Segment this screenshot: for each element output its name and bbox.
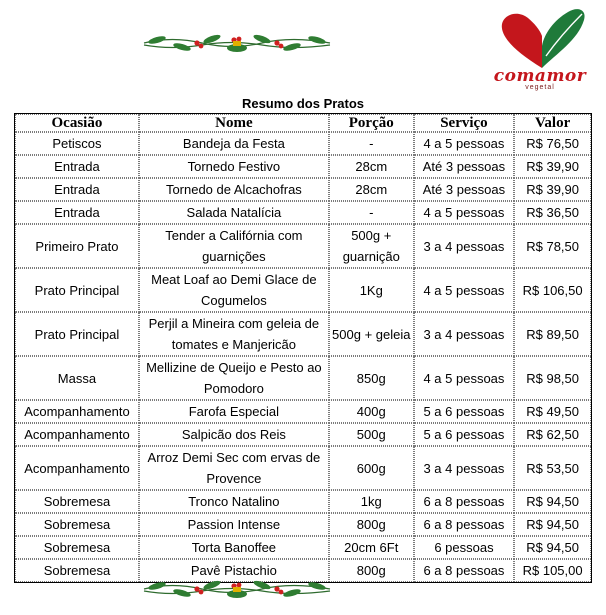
cell-valor: R$ 89,50 xyxy=(514,312,591,356)
table-title: Resumo dos Pratos xyxy=(241,96,365,111)
cell-porcao: 20cm 6Ft xyxy=(329,536,414,559)
cell-porcao: 1Kg xyxy=(329,268,414,312)
cell-nome: Pavê Pistachio xyxy=(139,559,329,582)
cell-nome: Tornedo de Alcachofras xyxy=(139,178,329,201)
cell-porcao: 850g xyxy=(329,356,414,400)
cell-valor: R$ 78,50 xyxy=(514,224,591,268)
cell-servico: 6 a 8 pessoas xyxy=(414,559,515,582)
cell-ocasiao: Entrada xyxy=(15,155,139,178)
header-valor: Valor xyxy=(514,114,591,132)
cell-valor: R$ 98,50 xyxy=(514,356,591,400)
cell-porcao: 500g xyxy=(329,423,414,446)
cell-valor: R$ 94,50 xyxy=(514,536,591,559)
cell-servico: 5 a 6 pessoas xyxy=(414,400,515,423)
cell-porcao: 500g + geleia xyxy=(329,312,414,356)
cell-porcao: 600g xyxy=(329,446,414,490)
cell-valor: R$ 53,50 xyxy=(514,446,591,490)
cell-porcao: 28cm xyxy=(329,178,414,201)
header-servico: Serviço xyxy=(414,114,515,132)
table-header-row xyxy=(15,114,591,132)
table-row xyxy=(15,536,591,559)
cell-ocasiao: Sobremesa xyxy=(15,559,139,582)
cell-valor: R$ 76,50 xyxy=(514,132,591,155)
cell-valor: R$ 39,90 xyxy=(514,155,591,178)
cell-ocasiao: Sobremesa xyxy=(15,490,139,513)
cell-valor: R$ 105,00 xyxy=(514,559,591,582)
cell-valor: R$ 106,50 xyxy=(514,268,591,312)
cell-ocasiao: Entrada xyxy=(15,178,139,201)
cell-nome: Farofa Especial xyxy=(139,400,329,423)
table-row xyxy=(15,224,591,268)
table-row xyxy=(15,155,591,178)
cell-servico: 3 a 4 pessoas xyxy=(414,312,515,356)
cell-nome: Meat Loaf ao Demi Glace de Cogumelos xyxy=(139,268,329,312)
table-row xyxy=(15,400,591,423)
table-row xyxy=(15,446,591,490)
table-row xyxy=(15,132,591,155)
cell-ocasiao: Primeiro Prato xyxy=(15,224,139,268)
dishes-table xyxy=(14,113,592,583)
header-ocasiao: Ocasião xyxy=(15,114,139,132)
cell-ocasiao: Acompanhamento xyxy=(15,423,139,446)
cell-ocasiao: Massa xyxy=(15,356,139,400)
cell-servico: 5 a 6 pessoas xyxy=(414,423,515,446)
header-nome: Nome xyxy=(139,114,329,132)
table-row xyxy=(15,356,591,400)
cell-servico: 6 pessoas xyxy=(414,536,515,559)
brand-name: comamor xyxy=(493,66,587,86)
cell-nome: Bandeja da Festa xyxy=(139,132,329,155)
table-row xyxy=(15,490,591,513)
holly-garland-top xyxy=(142,28,332,58)
table-row xyxy=(15,312,591,356)
cell-ocasiao: Petiscos xyxy=(15,132,139,155)
cell-valor: R$ 62,50 xyxy=(514,423,591,446)
cell-ocasiao: Sobremesa xyxy=(15,536,139,559)
cell-porcao: 500g + guarnição xyxy=(329,224,414,268)
brand-tagline: vegetal xyxy=(525,84,555,91)
cell-ocasiao: Acompanhamento xyxy=(15,400,139,423)
cell-valor: R$ 94,50 xyxy=(514,490,591,513)
cell-nome: Tronco Natalino xyxy=(139,490,329,513)
cell-nome: Salpicão dos Reis xyxy=(139,423,329,446)
table-row xyxy=(15,178,591,201)
cell-porcao: 800g xyxy=(329,513,414,536)
cell-valor: R$ 94,50 xyxy=(514,513,591,536)
table-row xyxy=(15,268,591,312)
cell-valor: R$ 49,50 xyxy=(514,400,591,423)
cell-servico: 6 a 8 pessoas xyxy=(414,513,515,536)
cell-servico: 6 a 8 pessoas xyxy=(414,490,515,513)
cell-nome: Perjil a Mineira com geleia de tomates e Manjericão xyxy=(139,312,329,356)
cell-nome: Tender a Califórnia com guarnições xyxy=(139,224,329,268)
cell-servico: 3 a 4 pessoas xyxy=(414,446,515,490)
cell-nome: Torta Banoffee xyxy=(139,536,329,559)
cell-servico: Até 3 pessoas xyxy=(414,155,515,178)
cell-servico: 4 a 5 pessoas xyxy=(414,132,515,155)
table-row xyxy=(15,513,591,536)
cell-nome: Passion Intense xyxy=(139,513,329,536)
cell-valor: R$ 39,90 xyxy=(514,178,591,201)
cell-servico: 4 a 5 pessoas xyxy=(414,356,515,400)
cell-porcao: 800g xyxy=(329,559,414,582)
cell-ocasiao: Prato Principal xyxy=(15,268,139,312)
cell-servico: Até 3 pessoas xyxy=(414,178,515,201)
cell-servico: 4 a 5 pessoas xyxy=(414,268,515,312)
cell-servico: 3 a 4 pessoas xyxy=(414,224,515,268)
cell-ocasiao: Sobremesa xyxy=(15,513,139,536)
cell-servico: 4 a 5 pessoas xyxy=(414,201,515,224)
cell-porcao: 28cm xyxy=(329,155,414,178)
cell-ocasiao: Acompanhamento xyxy=(15,446,139,490)
cell-nome: Arroz Demi Sec com ervas de Provence xyxy=(139,446,329,490)
cell-porcao: 1kg xyxy=(329,490,414,513)
header-porcao: Porção xyxy=(329,114,414,132)
cell-nome: Tornedo Festivo xyxy=(139,155,329,178)
table-row xyxy=(15,423,591,446)
cell-porcao: - xyxy=(329,201,414,224)
cell-nome: Salada Natalícia xyxy=(139,201,329,224)
holly-garland-bottom xyxy=(142,574,332,604)
cell-valor: R$ 36,50 xyxy=(514,201,591,224)
cell-ocasiao: Entrada xyxy=(15,201,139,224)
cell-nome: Mellizine de Queijo e Pesto ao Pomodoro xyxy=(139,356,329,400)
table-row xyxy=(15,201,591,224)
cell-ocasiao: Prato Principal xyxy=(15,312,139,356)
cell-porcao: 400g xyxy=(329,400,414,423)
cell-porcao: - xyxy=(329,132,414,155)
